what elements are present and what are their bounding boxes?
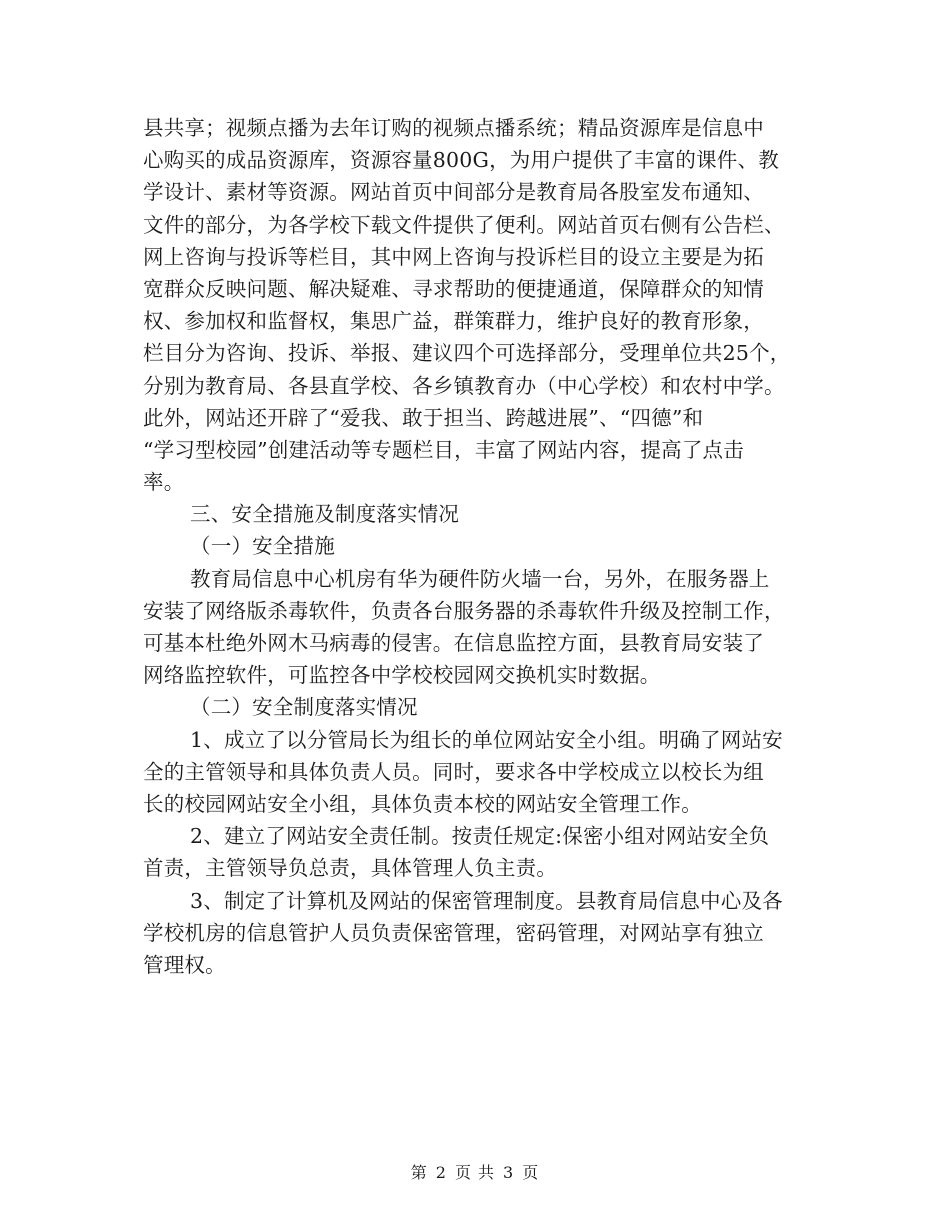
text-line: 县共享；视频点播为去年订购的视频点播系统；精品资源库是信息中 bbox=[143, 116, 764, 140]
page-number: 2 bbox=[435, 1163, 447, 1182]
text-line: 全的主管领导和具体负责人员。同时，要求各中学校成立以校长为组 bbox=[143, 759, 764, 784]
page-label-prefix: 第 bbox=[410, 1163, 428, 1182]
text-line: 分别为教育局、各县直学校、各乡镇教育办（中心学校）和农村中学。 bbox=[143, 373, 785, 398]
text-line: （一）安全措施 bbox=[190, 534, 335, 559]
document-body bbox=[143, 112, 815, 981]
text-line: 文件的部分，为各学校下载文件提供了便利。网站首页右侧有公告栏、 bbox=[143, 212, 785, 237]
text-line: 学设计、素材等资源。网站首页中间部分是教育局各股室发布通知、 bbox=[143, 180, 764, 205]
text-line: 可基本杜绝外网木马病毒的侵害。在信息监控方面，县教育局安装了 bbox=[143, 631, 764, 655]
text-line: 管理权。 bbox=[143, 952, 226, 977]
page-label-suffix: 页 bbox=[522, 1163, 540, 1182]
text-line: 1、成立了以分管局长为组长的单位网站安全小组。明确了网站安 bbox=[190, 727, 783, 752]
text-line: 3、制定了计算机及网站的保密管理制度。县教育局信息中心及各 bbox=[190, 888, 783, 913]
text-line: 权、参加权和监督权，集思广益，群策群力，维护良好的教育形象， bbox=[143, 309, 764, 334]
text-line: 教育局信息中心机房有华为硬件防火墙一台，另外，在服务器上 bbox=[190, 566, 770, 591]
text-line: 安装了网络版杀毒软件，负责各台服务器的杀毒软件升级及控制工作， bbox=[143, 598, 785, 623]
text-line: 率。 bbox=[143, 470, 185, 495]
text-line: 长的校园网站安全小组，具体负责本校的网站安全管理工作。 bbox=[143, 791, 702, 816]
text-line: 网上咨询与投诉等栏目，其中网上咨询与投诉栏目的设立主要是为拓 bbox=[143, 244, 764, 269]
total-pages: 3 bbox=[503, 1163, 515, 1182]
text-line: 心购买的成品资源库，资源容量800G，为用户提供了丰富的课件、教 bbox=[143, 148, 779, 173]
text-line: 三、安全措施及制度落实情况 bbox=[190, 502, 460, 527]
text-line: 网络监控软件，可监控各中学校校园网交换机实时数据。 bbox=[143, 663, 661, 688]
page-label-mid: 页 共 bbox=[454, 1163, 496, 1182]
text-line: “学习型校园”创建活动等专题栏目，丰富了网站内容，提高了点击 bbox=[143, 437, 744, 462]
page-footer bbox=[0, 1160, 950, 1183]
text-line: 宽群众反映问题、解决疑难、寻求帮助的便捷通道，保障群众的知情 bbox=[143, 276, 764, 301]
text-line: 首责，主管领导负总责，具体管理人负主责。 bbox=[143, 856, 557, 881]
text-line: （二）安全制度落实情况 bbox=[190, 695, 418, 720]
text-line: 栏目分为咨询、投诉、举报、建议四个可选择部分，受理单位共25个， bbox=[143, 341, 791, 366]
text-line: 此外，网站还开辟了“爱我、敢于担当、跨越进展”、“四德”和 bbox=[143, 405, 704, 430]
text-line: 2、建立了网站安全责任制。按责任规定:保密小组对网站安全负 bbox=[190, 824, 770, 849]
text-line: 学校机房的信息管护人员负责保密管理，密码管理，对网站享有独立 bbox=[143, 920, 764, 945]
